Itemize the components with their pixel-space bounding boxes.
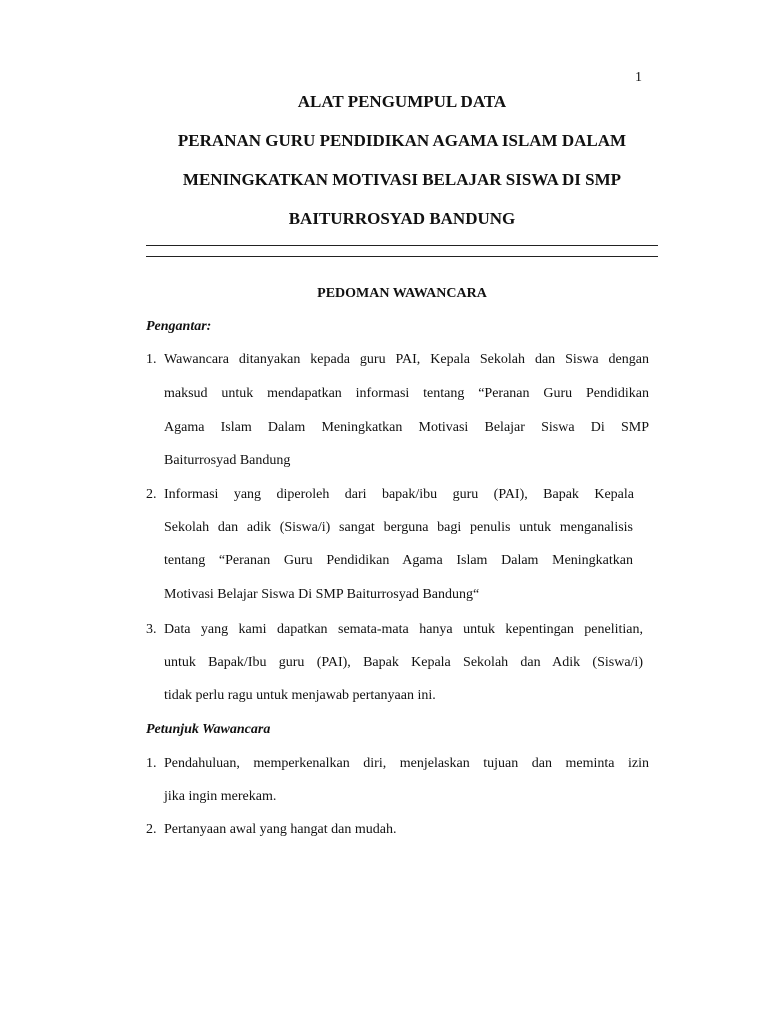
page-number: 1 — [635, 70, 642, 85]
pengantar-item-1-number: 1. — [146, 352, 157, 367]
petunjuk-item-1-line-2: jika ingin merekam. — [164, 789, 277, 804]
pengantar-item-3-line-1: Data yang kami dapatkan semata-mata hanya untuk kepentingan penelitian, — [164, 622, 643, 637]
petunjuk-item-1-line-1: Pendahuluan, memperkenalkan diri, menjelaskan tujuan dan meminta izin — [164, 756, 649, 771]
pengantar-item-1-line-4: Baiturrosyad Bandung — [164, 453, 291, 468]
document-title-line-1: ALAT PENGUMPUL DATA — [297, 92, 507, 111]
pengantar-item-2-line-4: Motivasi Belajar Siswa Di SMP Baiturrosyad Bandung“ — [164, 587, 480, 602]
document-title-line-4: BAITURROSYAD BANDUNG — [288, 209, 516, 228]
pengantar-item-1-line-1: Wawancara ditanyakan kepada guru PAI, Kepala Sekolah dan Siswa dengan — [164, 352, 649, 367]
pengantar-item-1-line-3: Agama Islam Dalam Meningkatkan Motivasi Belajar Siswa Di SMP — [164, 420, 649, 435]
pengantar-item-2-line-3: tentang “Peranan Guru Pendidikan Agama Islam Dalam Meningkatkan — [164, 553, 633, 568]
petunjuk-heading: Petunjuk Wawancara — [146, 722, 271, 737]
pengantar-item-3-line-2: untuk Bapak/Ibu guru (PAI), Bapak Kepala Sekolah dan Adik (Siswa/i) — [164, 655, 643, 670]
pengantar-item-2-number: 2. — [146, 487, 157, 502]
document-title-line-2: PERANAN GURU PENDIDIKAN AGAMA ISLAM DALAM — [177, 131, 627, 150]
section-title: PEDOMAN WAWANCARA — [317, 286, 487, 301]
pengantar-item-3-number: 3. — [146, 622, 157, 637]
pengantar-item-1-line-2: maksud untuk mendapatkan informasi tentang “Peranan Guru Pendidikan — [164, 386, 649, 401]
petunjuk-item-2-number: 2. — [146, 822, 157, 837]
title-rule-bottom — [146, 256, 658, 257]
pengantar-item-2-line-1: Informasi yang diperoleh dari bapak/ibu guru (PAI), Bapak Kepala — [164, 487, 634, 502]
title-rule-top — [146, 245, 658, 246]
petunjuk-item-2-line-1: Pertanyaan awal yang hangat dan mudah. — [164, 822, 397, 837]
petunjuk-item-1-number: 1. — [146, 756, 157, 771]
pengantar-item-2-line-2: Sekolah dan adik (Siswa/i) sangat berguna bagi penulis untuk menganalisis — [164, 520, 633, 535]
pengantar-heading: Pengantar: — [146, 319, 212, 334]
document-title-line-3: MENINGKATKAN MOTIVASI BELAJAR SISWA DI SMP — [182, 170, 622, 189]
pengantar-item-3-line-3: tidak perlu ragu untuk menjawab pertanyaan ini. — [164, 688, 436, 703]
